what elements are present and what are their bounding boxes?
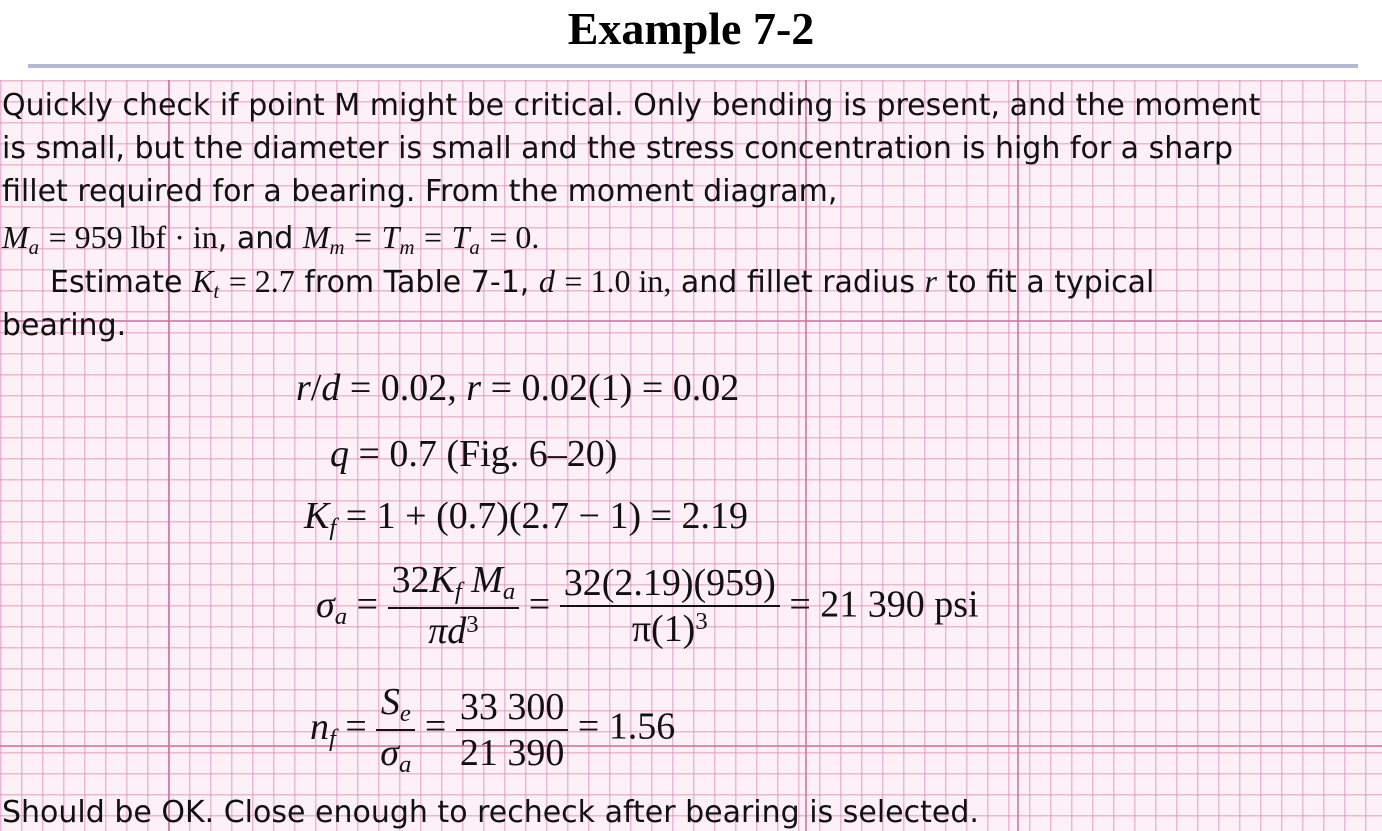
intro-line-3: fillet required for a bearing. From the moment diagram, xyxy=(2,174,838,209)
nf-fraction-2: $\frac{33 300}{21 390}$ xyxy=(456,685,569,775)
mm-eq: = 0. xyxy=(489,219,540,255)
graph-paper-background xyxy=(0,80,1382,831)
equation-nf: nf = $\frac{Se}{\sigma a}$ = $\frac{33 300}{21 390}$ = 1.56 xyxy=(310,680,675,780)
d-value: = 1.0 in, xyxy=(564,263,672,299)
nf-fraction-1: $\frac{Se}{\sigma a}$ xyxy=(376,680,415,780)
equation-sigma: σa = $\frac{\text{32Kf Ma}}{\pi d^3}$ = $\frac{32(2.19)(959)}{\pi(1)^3}$ = 21 390 psi xyxy=(316,558,979,658)
page-title: Example 7-2 xyxy=(567,3,815,54)
intro-line-5: Estimate Kt = 2.7 from Table 7-1, d = 1.0 in, and fillet radius r to fit a typical xyxy=(50,263,1155,303)
and-text: , and xyxy=(217,221,294,256)
kt-value: = 2.7 xyxy=(228,263,295,299)
typical-text: to fit a typical xyxy=(946,265,1155,300)
fillet-text: and fillet radius xyxy=(680,265,915,300)
conclusion-text: Should be OK. Close enough to recheck after bearing is selected. xyxy=(2,795,979,830)
intro-line-4: Ma = 959 lbf · in, and Mm = Tm = Ta = 0. xyxy=(2,219,540,259)
table-ref: from Table 7-1, xyxy=(304,265,530,300)
equation-kf: Kf = 1 + (0.7)(2.7 − 1) = 2.19 xyxy=(304,495,749,541)
intro-line-6: bearing. xyxy=(2,308,127,343)
grid-major-line xyxy=(0,320,1382,322)
equation-rd: r/d = 0.02, r = 0.02(1) = 0.02 xyxy=(296,367,740,409)
grid-major-line xyxy=(1017,80,1019,831)
sigma-fraction-1: $\frac{\text{32Kf Ma}}{\pi d^3}$ xyxy=(388,558,520,658)
intro-line-1: Quickly check if point M might be critical. Only bending is present, and the moment xyxy=(2,88,1261,123)
estimate-text: Estimate xyxy=(50,265,183,300)
ma-value: = 959 lbf · in xyxy=(48,219,218,255)
title-divider xyxy=(28,64,1358,68)
sigma-result: = 21 390 psi xyxy=(789,583,979,626)
grid-major-line xyxy=(0,745,1382,747)
intro-line-2: is small, but the diameter is small and the stress concentration is high for a sharp xyxy=(2,131,1234,166)
nf-result: = 1.56 xyxy=(577,705,676,748)
sigma-fraction-2: $\frac{32(2.19)(959)}{\pi(1)^3}$ xyxy=(560,561,780,656)
equation-q: q = 0.7 (Fig. 6–20) xyxy=(330,433,618,475)
